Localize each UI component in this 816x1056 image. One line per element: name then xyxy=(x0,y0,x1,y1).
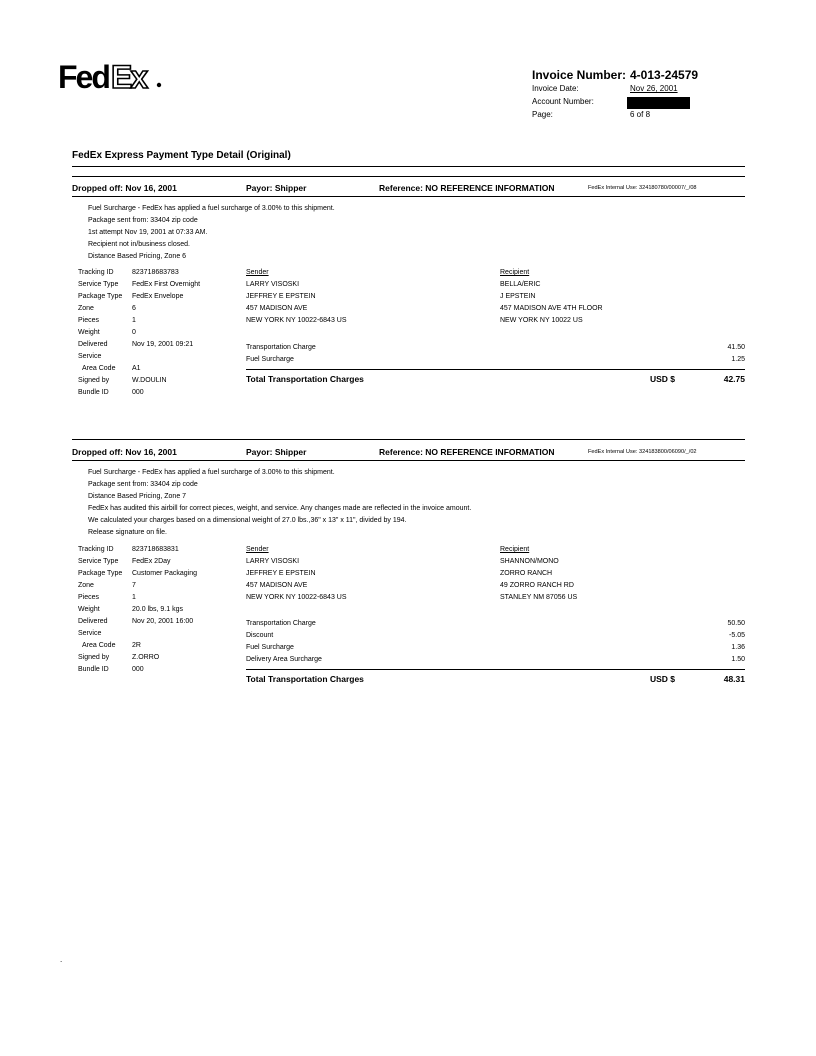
internal-use: FedEx Internal Use: 324183800/06090/_/02 xyxy=(588,449,697,455)
note-line: We calculated your charges based on a dimensional weight of 27.0 lbs.,36" x 13" x 11", divided by 194. xyxy=(88,517,407,524)
divider xyxy=(246,669,745,670)
area-code-label: Area Code xyxy=(82,642,116,649)
charge-label: Fuel Surcharge xyxy=(246,644,294,651)
sender-heading: Sender xyxy=(246,269,269,276)
dropped-off: Dropped off: Nov 16, 2001 xyxy=(72,183,177,193)
charge-amount: 41.50 xyxy=(727,344,745,351)
note-line: FedEx has audited this airbill for correct pieces, weight, and service. Any changes made are reflected in the invoice amount. xyxy=(88,505,472,512)
package-type-label: Package Type xyxy=(78,570,123,577)
sender-line: LARRY VISOSKI xyxy=(246,558,300,565)
charge-amount: -5.05 xyxy=(729,632,745,639)
charge-label: Discount xyxy=(246,632,274,639)
weight: 20.0 lbs, 9.1 kgs xyxy=(132,606,183,613)
invoice-date-label: Invoice Date: xyxy=(532,84,579,93)
delivered: Nov 19, 2001 09:21 xyxy=(132,341,194,348)
currency: USD $ xyxy=(650,674,676,684)
recipient-block xyxy=(500,544,577,604)
weight-label: Weight xyxy=(78,606,100,613)
divider xyxy=(72,166,745,167)
note-line: Distance Based Pricing, Zone 7 xyxy=(88,493,187,500)
zone-label: Zone xyxy=(78,582,94,589)
bundle-label: Bundle ID xyxy=(78,389,109,396)
area-code: 2R xyxy=(132,642,141,649)
sender-line: JEFFREY E EPSTEIN xyxy=(246,570,316,577)
shipment-header xyxy=(72,447,745,459)
invoice-number: 4-013-24579 xyxy=(630,68,699,82)
recipient-line: 457 MADISON AVE 4TH FLOOR xyxy=(500,305,603,312)
fedex-logo xyxy=(58,58,168,98)
dropped-off: Dropped off: Nov 16, 2001 xyxy=(72,447,177,457)
recipient-line: SHANNON/MONO xyxy=(500,558,559,565)
divider xyxy=(72,460,745,461)
note-line: Distance Based Pricing, Zone 6 xyxy=(88,253,187,260)
signed-by: Z.ORRO xyxy=(132,654,160,661)
invoice-header xyxy=(532,68,752,123)
charge-amount: 50.50 xyxy=(727,620,745,627)
charge-label: Fuel Surcharge xyxy=(246,356,294,363)
recipient-line: NEW YORK NY 10022 US xyxy=(500,317,583,324)
recipient-line: J EPSTEIN xyxy=(500,293,536,300)
bundle-id: 000 xyxy=(132,389,144,396)
sender-line: 457 MADISON AVE xyxy=(246,582,308,589)
weight-label: Weight xyxy=(78,329,100,336)
sender-line: LARRY VISOSKI xyxy=(246,281,300,288)
shipment-header xyxy=(72,183,745,195)
shipment-notes xyxy=(88,203,335,263)
note-line: Fuel Surcharge - FedEx has applied a fuel surcharge of 3.00% to this shipment. xyxy=(88,469,335,476)
payor: Payor: Shipper xyxy=(246,447,307,457)
svg-text:Fed: Fed xyxy=(58,59,109,95)
pieces: 1 xyxy=(132,317,136,324)
shipment-notes xyxy=(88,467,471,539)
pieces-label: Pieces xyxy=(78,317,100,324)
note-line: Recipient not in/business closed. xyxy=(88,241,190,248)
signed-by-label: Signed by xyxy=(78,654,110,661)
sender-block xyxy=(246,267,347,327)
note-line: Package sent from: 33404 zip code xyxy=(88,217,198,224)
total-amount: 42.75 xyxy=(723,374,745,384)
sender-line: 457 MADISON AVE xyxy=(246,305,308,312)
signed-by-label: Signed by xyxy=(78,377,110,384)
bundle-label: Bundle ID xyxy=(78,666,109,673)
tracking-label: Tracking ID xyxy=(78,269,114,276)
charge-amount: 1.25 xyxy=(731,356,745,363)
account-number-label: Account Number: xyxy=(532,97,594,106)
pieces: 1 xyxy=(132,594,136,601)
sender-block xyxy=(246,544,347,604)
internal-use: FedEx Internal Use: 324180780/00007/_/08 xyxy=(588,185,697,191)
charge-label: Transportation Charge xyxy=(246,620,316,627)
service-type: FedEx First Overnight xyxy=(132,281,201,288)
service-type: FedEx 2Day xyxy=(132,558,171,565)
redacted-account-number xyxy=(627,97,690,109)
divider xyxy=(72,176,745,177)
zone: 7 xyxy=(132,582,136,589)
currency: USD $ xyxy=(650,374,676,384)
tracking-label: Tracking ID xyxy=(78,546,114,553)
sender-line: NEW YORK NY 10022-6843 US xyxy=(246,594,347,601)
delivered-label: Delivered xyxy=(78,618,108,625)
total-label: Total Transportation Charges xyxy=(246,374,364,384)
tracking-id: 823718683831 xyxy=(132,546,179,553)
weight: 0 xyxy=(132,329,136,336)
delivered: Nov 20, 2001 16:00 xyxy=(132,618,194,625)
recipient-line: ZORRO RANCH xyxy=(500,570,553,577)
sender-heading: Sender xyxy=(246,546,269,553)
charge-amount: 1.36 xyxy=(731,644,745,651)
total-label: Total Transportation Charges xyxy=(246,674,364,684)
charge-amount: 1.50 xyxy=(731,656,745,663)
total-row xyxy=(246,374,745,388)
divider xyxy=(72,439,745,440)
svg-text:Ex: Ex xyxy=(111,59,147,95)
total-row xyxy=(246,674,745,688)
charge-label: Delivery Area Surcharge xyxy=(246,656,322,663)
recipient-line: STANLEY NM 87056 US xyxy=(500,594,578,601)
divider xyxy=(72,196,745,197)
divider xyxy=(246,369,745,370)
charges-list xyxy=(246,620,745,668)
payor: Payor: Shipper xyxy=(246,183,307,193)
pieces-label: Pieces xyxy=(78,594,100,601)
package-type: Customer Packaging xyxy=(132,570,197,577)
invoice-number-label: Invoice Number: xyxy=(532,68,627,82)
package-type-label: Package Type xyxy=(78,293,123,300)
signed-by: W.DOULIN xyxy=(132,377,167,384)
reference: Reference: NO REFERENCE INFORMATION xyxy=(379,447,555,457)
area-code: A1 xyxy=(132,365,141,372)
recipient-block xyxy=(500,267,603,327)
invoice-date: Nov 26, 2001 xyxy=(630,84,678,93)
area-code-label: Area Code xyxy=(82,365,116,372)
delivered-label: Delivered xyxy=(78,341,108,348)
service-type-label: Service Type xyxy=(78,558,119,565)
recipient-line: BELLA/ERIC xyxy=(500,281,541,288)
page-label: Page: xyxy=(532,110,553,119)
note-line: Release signature on file. xyxy=(88,529,167,536)
recipient-line: 49 ZORRO RANCH RD xyxy=(500,582,574,589)
service-label: Service xyxy=(78,630,102,637)
package-type: FedEx Envelope xyxy=(132,293,184,300)
charge-label: Transportation Charge xyxy=(246,344,316,351)
footer-mark: . xyxy=(60,955,63,964)
recipient-heading: Recipient xyxy=(500,269,530,276)
page-number: 6 of 8 xyxy=(630,110,651,119)
sender-line: NEW YORK NY 10022-6843 US xyxy=(246,317,347,324)
reference: Reference: NO REFERENCE INFORMATION xyxy=(379,183,555,193)
total-amount: 48.31 xyxy=(723,674,745,684)
note-line: Fuel Surcharge - FedEx has applied a fuel surcharge of 3.00% to this shipment. xyxy=(88,205,335,212)
service-type-label: Service Type xyxy=(78,281,119,288)
page-title: FedEx Express Payment Type Detail (Original) xyxy=(72,150,291,161)
recipient-heading: Recipient xyxy=(500,546,530,553)
bundle-id: 000 xyxy=(132,666,144,673)
note-line: 1st attempt Nov 19, 2001 at 07:33 AM. xyxy=(88,229,208,236)
charges-list xyxy=(246,344,745,368)
note-line: Package sent from: 33404 zip code xyxy=(88,481,198,488)
zone-label: Zone xyxy=(78,305,94,312)
zone: 6 xyxy=(132,305,136,312)
service-label: Service xyxy=(78,353,102,360)
sender-line: JEFFREY E EPSTEIN xyxy=(246,293,316,300)
tracking-id: 823718683783 xyxy=(132,269,179,276)
